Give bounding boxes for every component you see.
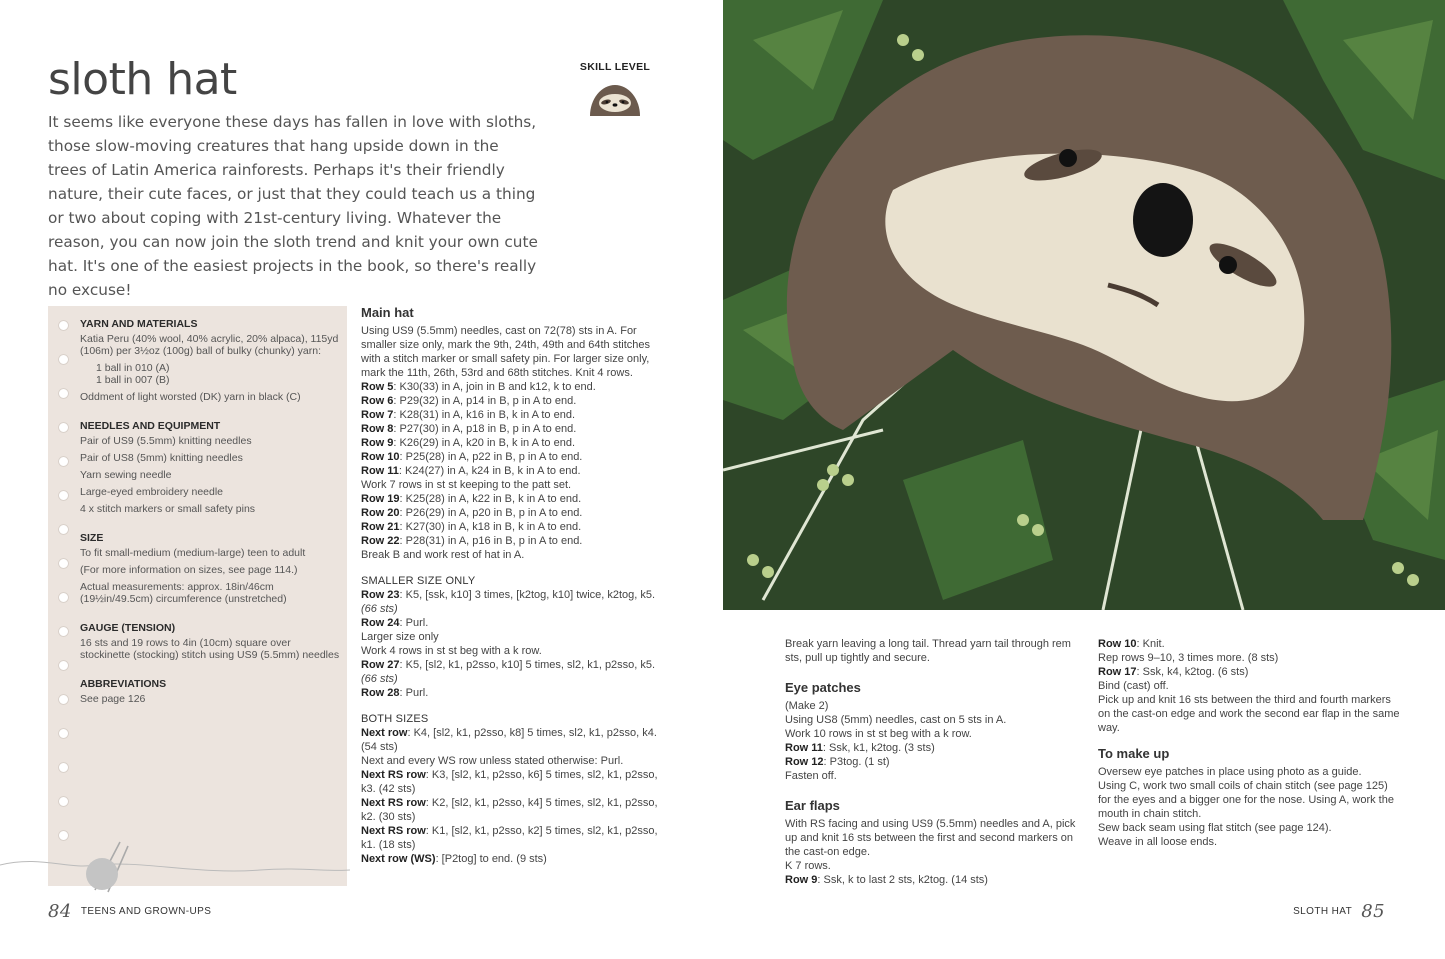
section-name-right: SLOTH HAT bbox=[1293, 906, 1353, 917]
sloth-face-icon bbox=[589, 83, 641, 117]
ear-flaps-heading: Ear flaps bbox=[785, 798, 840, 813]
pattern-row: Row 8: P27(30) in A, p18 in B, p in A to end. bbox=[361, 423, 577, 435]
needles-section bbox=[80, 420, 342, 515]
pattern-row: Row 19: K25(28) in A, k22 in B, k in A to end. bbox=[361, 493, 582, 505]
intro-paragraph: It seems like everyone these days has fallen in love with sloths, those slow-moving creatures that hang upside down in the trees of Latin America rainforests. Perhaps it's their friendly nature, their cute faces, or just that they could teach us a thing or two about coping with 21st-century living. Whatever the reason, you can now join the sloth trend and knit your own cute hat. It's one of the easiest projects in the book, so there's really no excuse! bbox=[48, 113, 538, 299]
footer-left bbox=[48, 901, 217, 922]
size-actual: Actual measurements: approx. 18in/46cm (19½in/49.5cm) circumference (unstretched) bbox=[80, 581, 287, 605]
gauge-heading: GAUGE (TENSION) bbox=[80, 622, 176, 634]
instructions-column-3 bbox=[785, 637, 1085, 887]
make-up-step: Oversew eye patches in place using photo as a guide. bbox=[1098, 766, 1362, 778]
pattern-row: Row 21: K27(30) in A, k18 in B, k in A to end. bbox=[361, 521, 582, 533]
skill-level-label: SKILL LEVEL bbox=[579, 61, 651, 73]
pattern-row: Row 17: Ssk, k4, k2tog. (6 sts) bbox=[1098, 666, 1249, 678]
pattern-row: Row 5: K30(33) in A, join in B and k12, k to end. bbox=[361, 381, 596, 393]
yarn-ball-a: 1 ball in 010 (A) bbox=[96, 362, 170, 374]
needles-item: 4 x stitch markers or small safety pins bbox=[80, 503, 256, 515]
make-up-step: Weave in all loose ends. bbox=[1098, 836, 1218, 848]
make-up-heading: To make up bbox=[1098, 746, 1170, 761]
pattern-row: Row 27: K5, [sl2, k1, p2sso, k10] 5 times, sl2, k1, p2sso, k5. (66 sts) bbox=[361, 659, 656, 685]
pattern-row: Row 28: Purl. bbox=[361, 687, 429, 699]
both-sizes-heading: BOTH SIZES bbox=[361, 713, 429, 725]
eye-cast: Using US8 (5mm) needles, cast on 5 sts in A. bbox=[785, 714, 1007, 726]
pattern-row: Row 24: Purl. bbox=[361, 617, 429, 629]
yarn-ball-b: 1 ball in 007 (B) bbox=[96, 374, 170, 386]
section-name-left: TEENS AND GROWN-UPS bbox=[80, 906, 212, 917]
main-hat-column bbox=[361, 306, 661, 866]
skill-level bbox=[570, 61, 660, 117]
pattern-row: Row 12: P3tog. (1 st) bbox=[785, 756, 890, 768]
pattern-row: Row 22: P28(31) in A, p16 in B, p in A to end. bbox=[361, 535, 583, 547]
size-fit: To fit small-medium (medium-large) teen to adult bbox=[80, 547, 306, 559]
pattern-row: Row 20: P26(29) in A, p20 in B, p in A to end. bbox=[361, 507, 583, 519]
needles-heading: NEEDLES AND EQUIPMENT bbox=[80, 420, 221, 432]
pattern-row: Row 7: K28(31) in A, k16 in B, k in A to end. bbox=[361, 409, 576, 421]
abbreviations-section bbox=[80, 678, 342, 705]
pattern-row: Next RS row: K3, [sl2, k1, p2sso, k6] 5 times, sl2, k1, p2sso, k3. (42 sts) bbox=[361, 769, 658, 795]
repeat-rows: Rep rows 9–10, 3 times more. (8 sts) bbox=[1098, 652, 1279, 664]
notebook-rings bbox=[55, 306, 75, 886]
main-hat-intro: Using US9 (5.5mm) needles, cast on 72(78) sts in A. For smaller size only, mark the 9th, 24th, 49th and 64th stitches with a stitch marker or small safety pin. For larger size only, mark the 11th, 26th, 53rd and 68th stitches. Knit 4 rows. bbox=[361, 325, 651, 379]
pattern-row: Row 9: K26(29) in A, k20 in B, k in A to end. bbox=[361, 437, 576, 449]
smaller-size-heading: SMALLER SIZE ONLY bbox=[361, 575, 476, 587]
break-b: Break B and work rest of hat in A. bbox=[361, 549, 525, 561]
ear-text: With RS facing and using US9 (5.5mm) needles and A, pick up and knit 16 sts between the first and second markers on the cast-on edge. bbox=[785, 818, 1076, 858]
instructions-column-4 bbox=[1098, 637, 1403, 849]
size-heading: SIZE bbox=[80, 532, 104, 544]
fasten-off: Fasten off. bbox=[785, 770, 837, 782]
page-number-left: 84 bbox=[48, 901, 72, 922]
pattern-row: Row 9: Ssk, k to last 2 sts, k2tog. (14 sts) bbox=[785, 874, 988, 886]
break-yarn-text: Break yarn leaving a long tail. Thread yarn tail through rem sts, pull up tightly and secure. bbox=[785, 638, 1071, 664]
footer-right bbox=[1287, 901, 1385, 922]
work-7-rows: Work 7 rows in st st keeping to the patt set. bbox=[361, 479, 572, 491]
pattern-row: Row 11: K24(27) in A, k24 in B, k in A to end. bbox=[361, 465, 581, 477]
yarn-section bbox=[80, 318, 342, 403]
pattern-row: Next row: K4, [sl2, k1, p2sso, k8] 5 times, sl2, k1, p2sso, k4. (54 sts) bbox=[361, 727, 657, 753]
make-up-step: Sew back seam using flat stitch (see page 124). bbox=[1098, 822, 1332, 834]
larger-size-only: Larger size only bbox=[361, 631, 439, 643]
needles-item: Pair of US8 (5mm) knitting needles bbox=[80, 452, 243, 464]
page-number-right: 85 bbox=[1361, 901, 1385, 922]
needles-item: Large-eyed embroidery needle bbox=[80, 486, 224, 498]
gauge-section bbox=[80, 622, 342, 661]
make-up-step: Using C, work two small coils of chain stitch (see page 125) for the eyes and a bigger one for the nose. Using A, work the mouth in chain stitch. bbox=[1098, 780, 1394, 820]
eye-patches-heading: Eye patches bbox=[785, 680, 861, 695]
materials-list bbox=[80, 318, 342, 722]
yarn-heading: YARN AND MATERIALS bbox=[80, 318, 198, 330]
gauge-text: 16 sts and 19 rows to 4in (10cm) square over stockinette (stocking) stitch using US9 (5.5mm) needles bbox=[80, 637, 340, 661]
yarn-oddment: Oddment of light worsted (DK) yarn in black (C) bbox=[80, 391, 301, 403]
work-4-rows: Work 4 rows in st st beg with a k row. bbox=[361, 645, 542, 657]
pattern-row: Next row (WS): [P2tog] to end. (9 sts) bbox=[361, 853, 547, 865]
pick-up-text: Pick up and knit 16 sts between the third and fourth markers on the cast-on edge and work the second ear flap in the same way. bbox=[1098, 694, 1400, 734]
needles-item: Yarn sewing needle bbox=[80, 469, 172, 481]
pattern-row: Next RS row: K2, [sl2, k1, p2sso, k4] 5 times, sl2, k1, p2sso, k2. (30 sts) bbox=[361, 797, 658, 823]
abbreviations-heading: ABBREVIATIONS bbox=[80, 678, 167, 690]
yarn-description: Katia Peru (40% wool, 40% acrylic, 20% alpaca), 115yd (106m) per 3½oz (100g) ball of bulky (chunky) yarn: bbox=[80, 333, 339, 357]
main-hat-heading: Main hat bbox=[361, 305, 414, 320]
pattern-row: Row 10: P25(28) in A, p22 in B, p in A to end. bbox=[361, 451, 583, 463]
sloth-hat-photo bbox=[723, 0, 1445, 610]
size-info: (For more information on sizes, see page 114.) bbox=[80, 564, 298, 576]
abbreviations-text: See page 126 bbox=[80, 693, 146, 705]
pattern-row: Row 23: K5, [ssk, k10] 3 times, [k2tog, k10] twice, k2tog, k5. (66 sts) bbox=[361, 589, 656, 615]
pattern-row: Row 10: Knit. bbox=[1098, 638, 1165, 650]
pattern-row: Row 6: P29(32) in A, p14 in B, p in A to end. bbox=[361, 395, 577, 407]
yarn-ball-decoration-icon bbox=[0, 840, 350, 900]
bind-off: Bind (cast) off. bbox=[1098, 680, 1169, 692]
pattern-row: Next RS row: K1, [sl2, k1, p2sso, k2] 5 times, sl2, k1, p2sso, k1. (18 sts) bbox=[361, 825, 658, 851]
page-title: sloth hat bbox=[48, 54, 237, 105]
next-ws-row: Next and every WS row unless stated otherwise: Purl. bbox=[361, 755, 624, 767]
eye-make: (Make 2) bbox=[785, 700, 829, 712]
k7-rows: K 7 rows. bbox=[785, 860, 831, 872]
needles-item: Pair of US9 (5.5mm) knitting needles bbox=[80, 435, 252, 447]
size-section bbox=[80, 532, 342, 605]
eye-work: Work 10 rows in st st beg with a k row. bbox=[785, 728, 972, 740]
pattern-row: Row 11: Ssk, k1, k2tog. (3 sts) bbox=[785, 742, 935, 754]
